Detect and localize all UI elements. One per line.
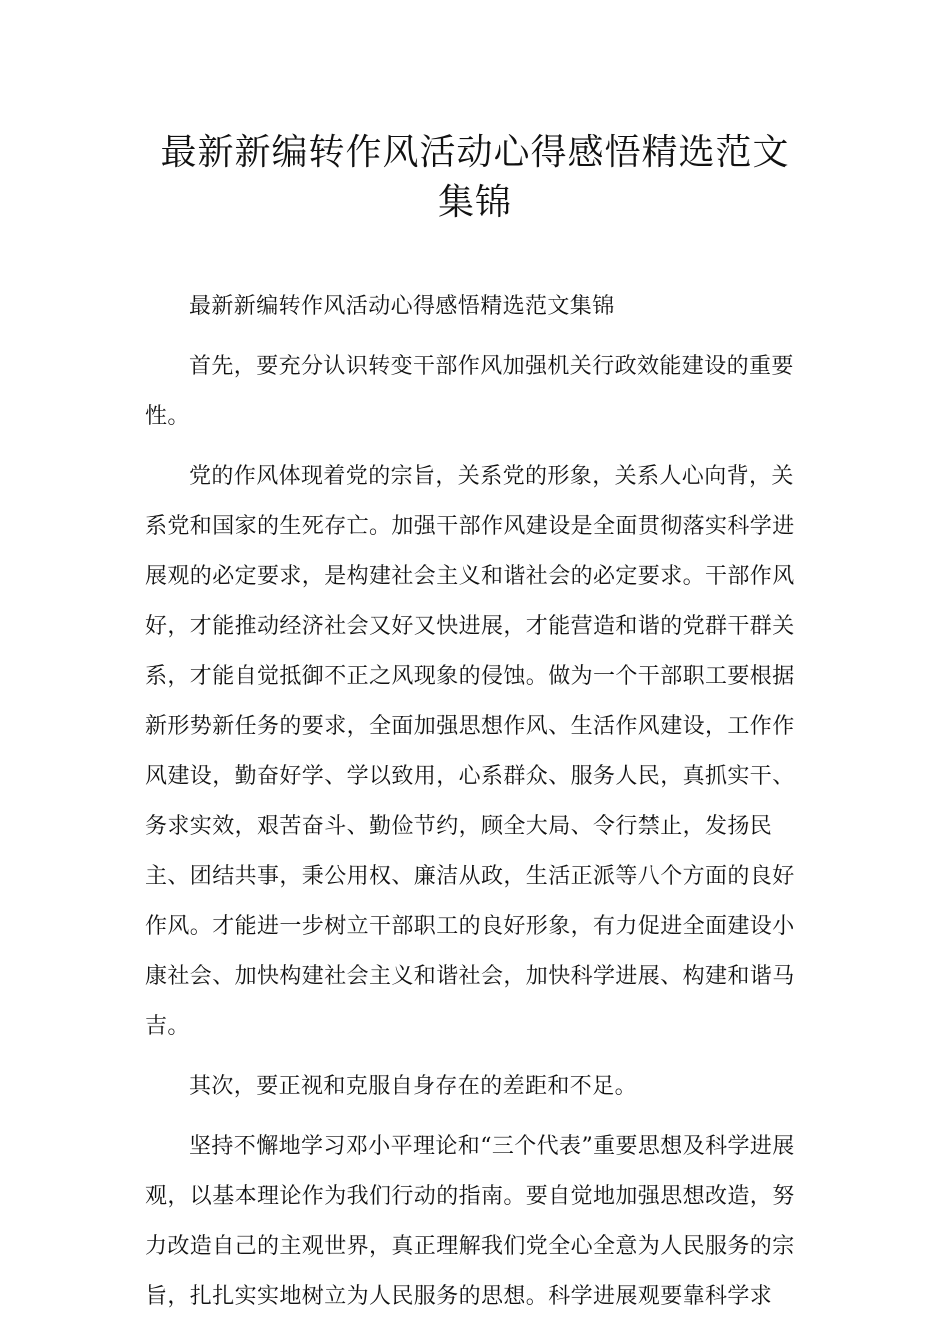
document-title-line-2: 集锦: [437, 182, 512, 223]
document-body: [145, 282, 810, 1322]
paragraph-first-point: 首先，要充分认识转变干部作风加强机关行政效能建设的重要性。: [145, 354, 794, 429]
paragraph-subtitle: 最新新编转作风活动心得感悟精选范文集锦: [189, 294, 615, 319]
paragraph-study-theory: 坚持不懈地学习邓小平理论和“三个代表”重要思想及科学进展观，以基本理论作为我们行动的指南。要自觉地加强思想改造，努力改造自己的主观世界，真正理解我们党全心全意为人民服务的宗旨，扎扎实实地树立为人民服务的思想。科学进展观要靠科学求: [145, 1134, 795, 1309]
paragraph-party-style: 党的作风体现着党的宗旨，关系党的形象，关系人心向背，关系党和国家的生死存亡。加强干部作风建设是全面贯彻落实科学进展观的必定要求，是构建社会主义和谐社会的必定要求。干部作风好，才能推动经济社会又好又快进展，才能营造和谐的党群干群关系，才能自觉抵御不正之风现象的侵蚀。做为一个干部职工要根据新形势新任务的要求，全面加强思想作风、生活作风建设，工作作风建设，勤奋好学、学以致用，心系群众、服务人民，真抓实干、务求实效，艰苦奋斗、勤俭节约，顾全大局、令行禁止，发扬民主、团结共事，秉公用权、廉洁从政，生活正派等八个方面的良好作风。才能进一步树立干部职工的良好形象，有力促进全面建设小康社会、加快构建社会主义和谐社会，加快科学进展、构建和谐马吉。: [145, 464, 795, 1039]
document-title-line-1: 最新新编转作风活动心得感悟精选范文: [160, 132, 790, 173]
paragraph-second-point: 其次，要正视和克服自身存在的差距和不足。: [189, 1074, 638, 1099]
document-title: [140, 128, 810, 228]
